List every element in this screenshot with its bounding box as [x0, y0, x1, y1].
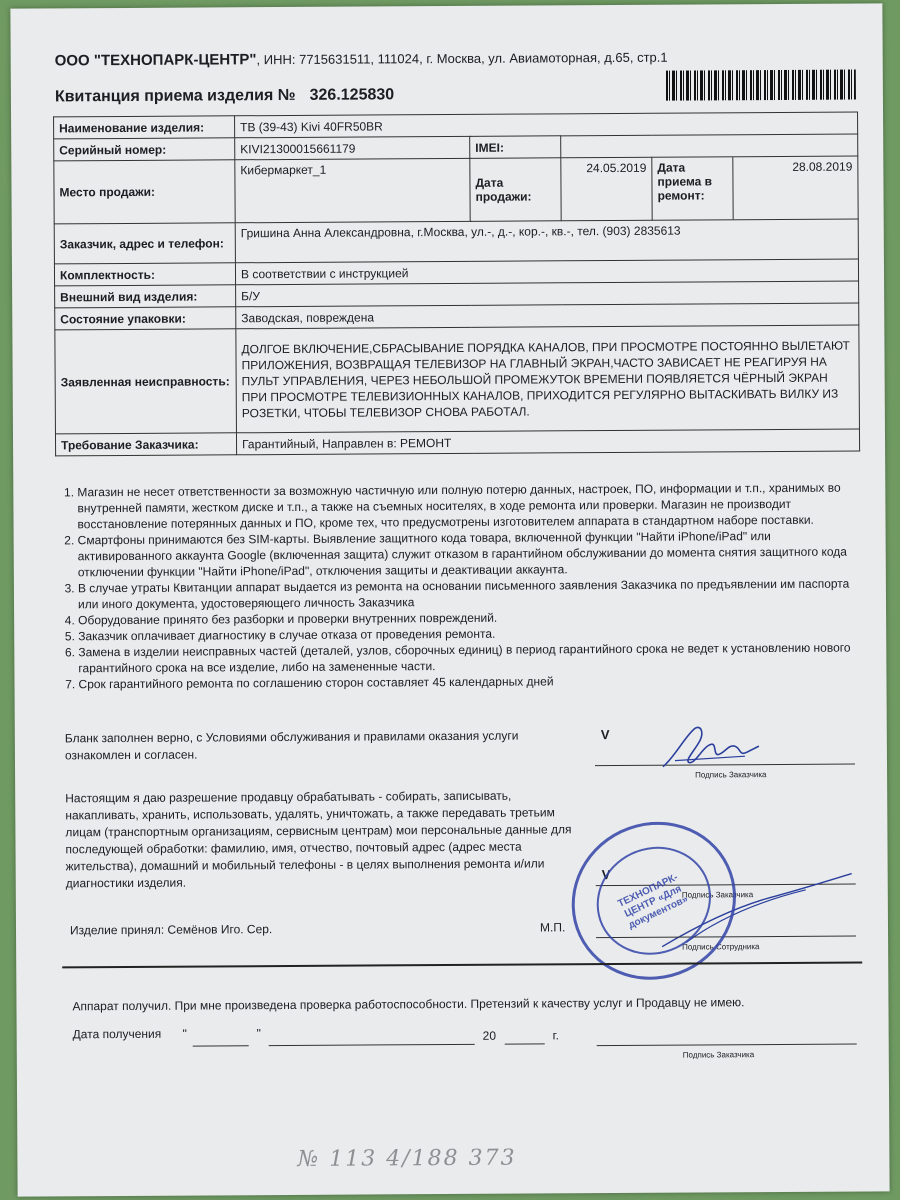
receipt-signature-line: [597, 1044, 857, 1047]
product-label: Наименование изделия:: [54, 116, 235, 139]
term-item: 6. Замена в изделии неисправных частей (деталей, узлов, сборочных единиц) в период гарантийного срока не ведет к установлению нового гарантийного срока на все изделие, либо на замененные части.: [78, 639, 868, 676]
customer-value: Гришина Анна Александровна, г.Москва, ул.-, д.-, кор.-, кв.-, тел. (903) 2835613: [235, 219, 858, 263]
kit-label: Комплектность:: [54, 263, 235, 286]
serial-label: Серийный номер:: [54, 138, 235, 161]
defect-value: ДОЛГОЕ ВКЛЮЧЕНИЕ,СБРАСЫВАНИЕ ПОРЯДКА КАНАЛОВ, ПРИ ПРОСМОТРЕ ПОСТОЯННО ВЫЛЕТАЮТ ПРИЛОЖЕНИЯ, ВОЗВРАЩАЯ ТЕЛЕВИЗОР НА ГЛАВНЫЙ ЭКРАН,ЧАСТО ЗАВИСАЕТ НЕ РЕАГИРУЯ НА ПУЛЬТ УПРАВЛЕНИЯ, ЧЕРЕЗ НЕБОЛЬШОЙ ПРОМЕЖУТОК ВРЕМЕНИ ПОЯВЛЯЕТСЯ ЧЁРНЫЙ ЭКРАН ПРИ ПРОСМОТРЕ ТЕЛЕВИЗИОННЫХ КАНАЛОВ, ПРИХОДИТСЯ РЕГУЛЯРНО ВЫТАСКИВАТЬ ВИЛКУ ИЗ РОЗЕТКИ, ЧТОБЫ ТЕЛЕВИЗОР СНОВА РАБОТАЛ.: [236, 325, 860, 433]
product-info-table: [53, 111, 860, 456]
receipt-document: [10, 3, 889, 1196]
term-item: 3. В случае утраты Квитанции аппарат выдается из ремонта на основании письменного заявления Заказчика по предъявлении им паспорта или иного документа, удостоверяющего личность Заказчика: [78, 575, 868, 612]
appearance-label: Внешний вид изделия:: [55, 285, 236, 308]
repair-date-cell: [652, 156, 858, 220]
receipt-date-label: Дата получения: [72, 1026, 162, 1042]
packaging-value: Заводская, повреждена: [236, 303, 859, 329]
barcode: [666, 70, 856, 101]
consent-signature-caption: Подпись Заказчика: [681, 890, 754, 900]
repair-date-value: 28.08.2019: [792, 159, 853, 174]
defect-label: Заявленная неисправность:: [55, 329, 237, 434]
company-stamp: [545, 795, 762, 1007]
packaging-label: Состояние упаковки:: [55, 307, 236, 330]
requirement-label: Требование Заказчика:: [55, 433, 236, 456]
term-item: 4. Оборудование принято без разборки и проверки внутренних повреждений.: [78, 607, 868, 628]
repair-date-label: Дата приема в ремонт:: [652, 157, 733, 219]
product-value: ТВ (39-43) Kivi 40FR50BR: [235, 112, 858, 138]
day-blank: [193, 1045, 249, 1046]
serial-value: KIVI21300015661179: [235, 136, 470, 159]
receipt-title-text: Квитанция приема изделия №: [54, 86, 296, 106]
customer-signature-caption: Подпись Заказчика: [695, 770, 767, 780]
pencil-note: [297, 1146, 516, 1172]
quote-close: ": [256, 1026, 261, 1041]
agreement-v-mark: V: [600, 727, 610, 743]
personal-data-consent: Настоящим я даю разрешение продавцу обрабатывать - собирать, записывать, накапливать, хранить, использовать, удалять, уничтожать, а также передавать третьим лицам (транспортным организациям, сервисным центрам) мои персональные данные для последующей обработки: фамилию, имя, отчество, почтовый адрес (адрес места жительства), домашний и мобильный телефоны - в целях выполнения ремонта и/или диагностики изделия.: [65, 788, 572, 891]
pencil-note-text: № 113 4/188 373: [297, 1145, 517, 1172]
customer-label: Заказчик, адрес и телефон:: [54, 223, 235, 264]
imei-label: IMEI:: [470, 136, 561, 159]
quote-open: ": [182, 1026, 187, 1041]
imei-value: [561, 134, 858, 158]
term-item: 2. Смартфоны принимаются без SIM-карты. Выявление защитного кода товара, включенной функции "Найти iPhone/iPad" или активированного аккаунта Google (включенная защита) служит отказом в гарантийном обслуживании до момента снятия защитного кода отключении функции "Найти iPhone/iPad", отключения защиты и деактивации аккаунта.: [78, 527, 868, 580]
terms-list: [59, 479, 868, 692]
stamp-center-text: ТЕХНОПАРК-ЦЕНТР «Для документов»: [616, 871, 690, 932]
place-label: Место продажи:: [54, 160, 235, 224]
month-blank: [269, 1044, 475, 1046]
agreement-text: Бланк заполнен верно, с Условиями обслуживания и правилами оказания услуги ознакомлен и согласен.: [64, 728, 519, 763]
appearance-value: Б/У: [236, 281, 859, 307]
company-header: [55, 49, 668, 70]
section-divider: [62, 961, 862, 968]
receipt-signature-caption: Подпись Заказчика: [682, 1050, 755, 1060]
employee-signature-caption: Подпись Сотрудника: [682, 942, 760, 952]
receipt-title: [55, 86, 394, 106]
term-item: 7. Срок гарантийного ремонта по соглашению сторон составляет 45 календарных дней: [78, 671, 868, 692]
term-item: 5. Заказчик оплачивает диагностику в случае отказа от проведения ремонта.: [78, 623, 868, 644]
year-blank: [505, 1043, 545, 1044]
kit-value: В соответствии с инструкцией: [235, 259, 858, 285]
requirement-value: Гарантийный, Направлен в: РЕМОНТ: [236, 429, 859, 455]
received-statement: Аппарат получил. При мне произведена проверка работоспособности. Претензий к качеству услуг и Продавцу не имею.: [72, 995, 745, 1014]
consent-v-mark: V: [601, 867, 611, 883]
term-item: 1. Магазин не несет ответственности за возможную частичную или полную потерю данных, настроек, ПО, информации и т.п., хранимых во внутренней памяти, жестком диске и т.п., а также на съемных носителях, в ходе ремонта или проверки. Магазин не производит восстановление потерянных данных и ПО, кроме тех, что предусмотрены изготовителем аппарата в стандартном наборе поставки.: [77, 479, 867, 532]
company-name: ООО "ТЕХНОПАРК-ЦЕНТР": [54, 51, 257, 70]
receipt-number: 326.125830: [309, 86, 395, 104]
year-suffix: г.: [552, 1028, 559, 1043]
stamp-place: М.П.: [539, 920, 566, 935]
sale-date-label: Дата продажи:: [470, 158, 561, 222]
accepted-by: Изделие принял: Семёнов Иго. Сер.: [69, 922, 273, 938]
customer-signature: [655, 716, 767, 780]
company-details: , ИНН: 7715631511, 111024, г. Москва, ул. Авиамоторная, д.65, стр.1: [256, 49, 668, 68]
sale-date-value: 24.05.2019: [561, 157, 652, 221]
place-value: Кибермаркет_1: [235, 158, 470, 222]
year-prefix: 20: [482, 1028, 497, 1043]
